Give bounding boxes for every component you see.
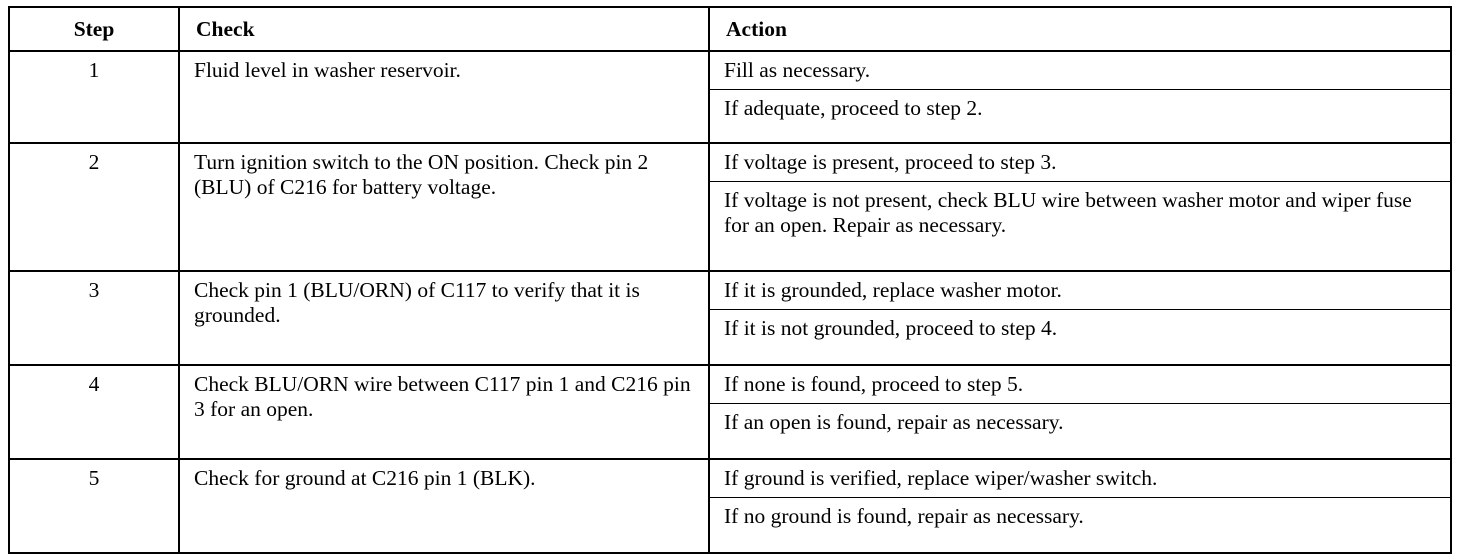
action-cell: [709, 459, 1451, 553]
step-number: 5: [9, 459, 179, 553]
check-text: Check pin 1 (BLU/ORN) of C117 to verify that it is grounded.: [179, 271, 709, 365]
check-text: Check for ground at C216 pin 1 (BLK).: [179, 459, 709, 553]
step-number: 3: [9, 271, 179, 365]
table-row: [9, 271, 1451, 365]
action-text: If ground is verified, replace wiper/washer switch.: [724, 466, 1158, 490]
step-number: 1: [9, 51, 179, 143]
diagnostic-table: [8, 6, 1452, 554]
action-text: If no ground is found, repair as necessary.: [710, 497, 1450, 535]
action-text: If adequate, proceed to step 2.: [710, 89, 1450, 127]
action-text: If voltage is not present, check BLU wire between washer motor and wiper fuse for an open. Repair as necessary.: [710, 181, 1450, 244]
action-text: If none is found, proceed to step 5.: [724, 372, 1024, 396]
action-text: If voltage is present, proceed to step 3.: [724, 150, 1057, 174]
check-column-header: Check: [179, 7, 709, 51]
check-text: Fluid level in washer reservoir.: [179, 51, 709, 143]
action-text: If an open is found, repair as necessary.: [710, 403, 1450, 441]
action-cell: [709, 143, 1451, 271]
step-number: 2: [9, 143, 179, 271]
table-header-row: [9, 7, 1451, 51]
table-row: [9, 459, 1451, 553]
action-cell: [709, 365, 1451, 459]
check-text: Turn ignition switch to the ON position. Check pin 2 (BLU) of C216 for battery voltage.: [179, 143, 709, 271]
table-row: [9, 365, 1451, 459]
step-number: 4: [9, 365, 179, 459]
table-row: [9, 143, 1451, 271]
action-text: Fill as necessary.: [724, 58, 871, 82]
action-text: If it is not grounded, proceed to step 4.: [710, 309, 1450, 347]
action-cell: [709, 271, 1451, 365]
action-column-header: Action: [709, 7, 1451, 51]
action-text: If it is grounded, replace washer motor.: [724, 278, 1062, 302]
step-column-header: Step: [9, 7, 179, 51]
table-row: [9, 51, 1451, 143]
check-text: Check BLU/ORN wire between C117 pin 1 and C216 pin 3 for an open.: [179, 365, 709, 459]
action-cell: [709, 51, 1451, 143]
